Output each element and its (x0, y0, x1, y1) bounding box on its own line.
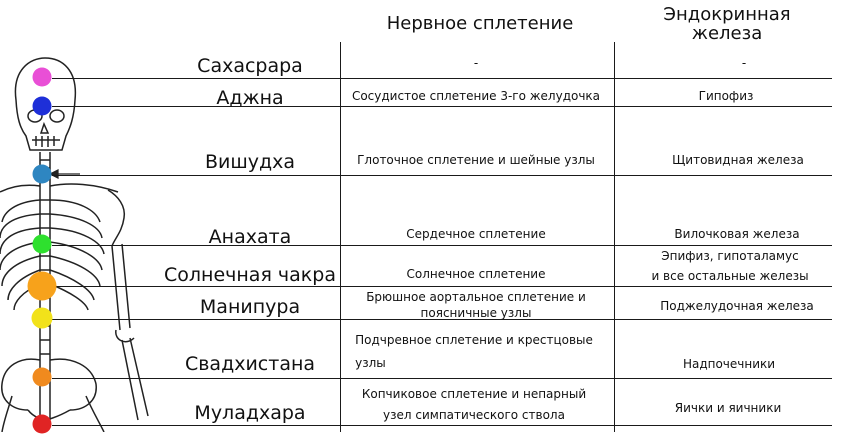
chakra-dot-vishuddha (33, 165, 52, 184)
column-divider-gland (614, 42, 615, 432)
header-endocrine-gland (663, 5, 790, 43)
chakra-name-ajna: Аджна (216, 87, 284, 109)
nerve-cell (355, 330, 593, 373)
gland-cell: Щитовидная железа (672, 153, 804, 167)
chakra-dot-anahata (33, 235, 52, 254)
chakra-dot-svadhisthana (33, 368, 52, 387)
chakra-name-svadhisthana: Свадхистана (184, 353, 316, 375)
nerve-cell: - (473, 56, 479, 70)
chakra-name-anahata: Анахата (208, 226, 292, 248)
nerve-cell (366, 287, 586, 323)
chakra-dot-muladhara (33, 415, 52, 434)
header-gland-line1: Эндокринная (663, 4, 791, 25)
gland-cell: Поджелудочная железа (660, 299, 814, 313)
nerve-cell: Глоточное сплетение и шейные узлы (357, 153, 595, 167)
gland-cell: Гипофиз (698, 89, 754, 103)
column-divider-nerve (340, 42, 341, 432)
nerve-cell: Сердечное сплетение (406, 227, 546, 241)
header-gland-line2: железа (691, 23, 763, 44)
row-divider (52, 378, 832, 379)
chakra-dot-manipura (32, 308, 53, 329)
nerve-cell (362, 384, 586, 425)
nerve-line2: поясничные узлы (420, 306, 532, 320)
nerve-cell: Сосудистое сплетение 3-го желудочка (351, 89, 601, 103)
chakra-name-muladhara: Муладхара (194, 402, 306, 424)
gland-cell: Надпочечники (682, 357, 776, 371)
chakra-name-vishuddha: Вишудха (204, 151, 296, 173)
gland-cell: Яички и яичники (674, 401, 782, 415)
nerve-cell: Солнечное сплетение (406, 267, 546, 281)
chakra-dot-solar (28, 272, 57, 301)
chakra-dot-ajna (33, 97, 52, 116)
nerve-line1: Подчревное сплетение и крестцовые (355, 333, 593, 347)
gland-cell: Вилочковая железа (674, 227, 800, 241)
header-nerve-plexus: Нервное сплетение (386, 13, 574, 34)
chakra-name-solar: Солнечная чакра (164, 264, 336, 286)
chakra-dot-sahasrara (33, 68, 52, 87)
gland-line2: и все остальные железы (651, 269, 809, 283)
row-divider (52, 175, 832, 176)
gland-cell: - (741, 56, 747, 70)
row-divider (52, 78, 832, 79)
row-divider (52, 106, 832, 107)
nerve-line2: узлы (355, 356, 386, 370)
row-divider (52, 425, 832, 426)
nerve-line1: Копчиковое сплетение и непарный (361, 387, 587, 401)
nerve-line2: узел симпатического ствола (383, 408, 565, 422)
chakra-name-manipura: Манипура (199, 296, 301, 318)
gland-line1: Эпифиз, гипоталамус (661, 249, 799, 263)
gland-cell (651, 246, 808, 286)
nerve-line1: Брюшное аортальное сплетение и (366, 290, 586, 304)
chakra-name-sahasrara: Сахасрара (197, 55, 303, 77)
